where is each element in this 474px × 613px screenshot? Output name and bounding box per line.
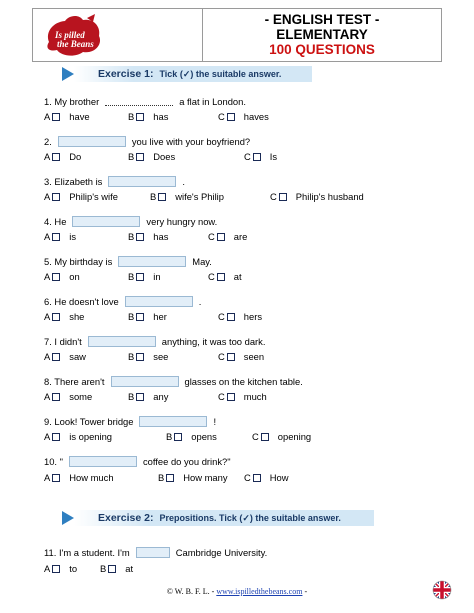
answer-blank[interactable]	[72, 216, 140, 227]
option-1b[interactable]: B has	[128, 111, 169, 122]
checkbox[interactable]	[279, 193, 287, 201]
option-8c[interactable]: C much	[218, 391, 267, 402]
option-9b[interactable]: B opens	[166, 431, 217, 442]
checkbox[interactable]	[136, 153, 144, 161]
option-8a[interactable]: A some	[44, 391, 93, 402]
option-11a[interactable]: A to	[44, 563, 78, 574]
checkbox[interactable]	[52, 393, 60, 401]
option-10c[interactable]: C How	[244, 472, 289, 483]
checkbox[interactable]	[52, 474, 60, 482]
checkbox[interactable]	[136, 313, 144, 321]
checkbox[interactable]	[136, 273, 144, 281]
answer-blank[interactable]	[108, 176, 176, 187]
answer-blank[interactable]	[58, 136, 126, 147]
svg-text:the Beans: the Beans	[57, 39, 94, 49]
exercise-header-2	[62, 510, 341, 526]
checkbox[interactable]	[136, 233, 144, 241]
checkbox[interactable]	[253, 153, 261, 161]
question-2: 2. you live with your boyfriend?	[44, 136, 251, 147]
checkbox[interactable]	[52, 353, 60, 361]
option-2b[interactable]: B Does	[128, 151, 176, 162]
footer-suffix: -	[302, 587, 308, 596]
checkbox[interactable]	[227, 353, 235, 361]
website-link[interactable]: www.ispilledthebeans.com	[216, 587, 303, 596]
option-2a[interactable]: A Do	[44, 151, 82, 162]
option-8b[interactable]: B any	[128, 391, 169, 402]
option-6a[interactable]: A she	[44, 311, 85, 322]
checkbox[interactable]	[136, 113, 144, 121]
option-7a[interactable]: A saw	[44, 351, 86, 362]
answer-blank[interactable]	[139, 416, 207, 427]
copyright-text: © W. B. F. L. -	[166, 587, 217, 596]
option-5a[interactable]: A on	[44, 271, 80, 282]
checkbox[interactable]	[52, 233, 60, 241]
checkbox[interactable]	[166, 474, 174, 482]
answer-blank[interactable]	[125, 296, 193, 307]
checkbox[interactable]	[52, 273, 60, 281]
option-10b[interactable]: B How many	[158, 472, 228, 483]
option-4b[interactable]: B has	[128, 231, 169, 242]
option-7c[interactable]: C seen	[218, 351, 265, 362]
answer-blank[interactable]	[111, 376, 179, 387]
checkbox[interactable]	[52, 193, 60, 201]
answer-blank[interactable]	[88, 336, 156, 347]
option-1c[interactable]: C haves	[218, 111, 269, 122]
question-9: 9. Look! Tower bridge !	[44, 416, 217, 427]
checkbox[interactable]	[136, 393, 144, 401]
checkbox[interactable]	[52, 565, 60, 573]
answer-blank[interactable]	[118, 256, 186, 267]
option-3a[interactable]: A Philip's wife	[44, 191, 118, 202]
beans-logo-icon	[43, 12, 105, 58]
checkbox[interactable]	[136, 353, 144, 361]
question-4: 4. He very hungry now.	[44, 216, 218, 227]
checkbox[interactable]	[158, 193, 166, 201]
option-3c[interactable]: C Philip's husband	[270, 191, 364, 202]
logo-lettering: Is pilled	[55, 30, 85, 40]
logo-cell	[33, 9, 203, 61]
question-5: 5. My birthday is May.	[44, 256, 212, 267]
option-11b[interactable]: B at	[100, 563, 134, 574]
option-6c[interactable]: C hers	[218, 311, 263, 322]
uk-flag-icon	[432, 580, 452, 600]
answer-blank[interactable]	[136, 547, 170, 558]
option-6b[interactable]: B her	[128, 311, 167, 322]
exercise-instruction: Prepositions. Tick (✓) the suitable answer.	[159, 512, 341, 523]
question-10: 10. " coffee do you drink?"	[44, 456, 231, 467]
question-1: 1. My brother a flat in London.	[44, 96, 246, 107]
question-6: 6. He doesn't love .	[44, 296, 202, 307]
checkbox[interactable]	[253, 474, 261, 482]
option-10a[interactable]: A How much	[44, 472, 114, 483]
option-9a[interactable]: A is opening	[44, 431, 113, 442]
checkbox[interactable]	[52, 113, 60, 121]
title-cell	[203, 9, 441, 61]
option-9c[interactable]: C opening	[252, 431, 312, 442]
checkbox[interactable]	[52, 153, 60, 161]
question-11: 11. I'm a student. I'm Cambridge University.	[44, 547, 268, 558]
option-3b[interactable]: B wife's Philip	[150, 191, 224, 202]
checkbox[interactable]	[227, 313, 235, 321]
checkbox[interactable]	[227, 393, 235, 401]
option-4c[interactable]: C are	[208, 231, 248, 242]
test-count: 100 QUESTIONS	[269, 42, 375, 57]
test-level: ELEMENTARY	[276, 27, 368, 42]
question-8: 8. There aren't glasses on the kitchen table.	[44, 376, 303, 387]
checkbox[interactable]	[217, 233, 225, 241]
option-1a[interactable]: A have	[44, 111, 90, 122]
option-5b[interactable]: B in	[128, 271, 161, 282]
test-title: - ENGLISH TEST -	[264, 12, 380, 27]
option-5c[interactable]: C at	[208, 271, 242, 282]
question-3: 3. Elizabeth is .	[44, 176, 185, 187]
checkbox[interactable]	[217, 273, 225, 281]
checkbox[interactable]	[52, 313, 60, 321]
checkbox[interactable]	[227, 113, 235, 121]
checkbox[interactable]	[52, 433, 60, 441]
exercise-label: Exercise 1:	[98, 68, 154, 80]
exercise-label: Exercise 2:	[98, 512, 154, 524]
play-arrow-icon	[62, 511, 74, 525]
checkbox[interactable]	[108, 565, 116, 573]
footer	[0, 587, 474, 596]
option-2c[interactable]: C Is	[244, 151, 278, 162]
answer-blank[interactable]	[105, 96, 173, 106]
option-4a[interactable]: A is	[44, 231, 77, 242]
exercise-header-1	[62, 66, 281, 82]
play-arrow-icon	[62, 67, 74, 81]
header-table	[32, 8, 442, 62]
option-7b[interactable]: B see	[128, 351, 169, 362]
answer-blank[interactable]	[69, 456, 137, 467]
checkbox[interactable]	[261, 433, 269, 441]
exercise-instruction: Tick (✓) the suitable answer.	[159, 68, 282, 79]
question-7: 7. I didn't anything, it was too dark.	[44, 336, 266, 347]
checkbox[interactable]	[174, 433, 182, 441]
